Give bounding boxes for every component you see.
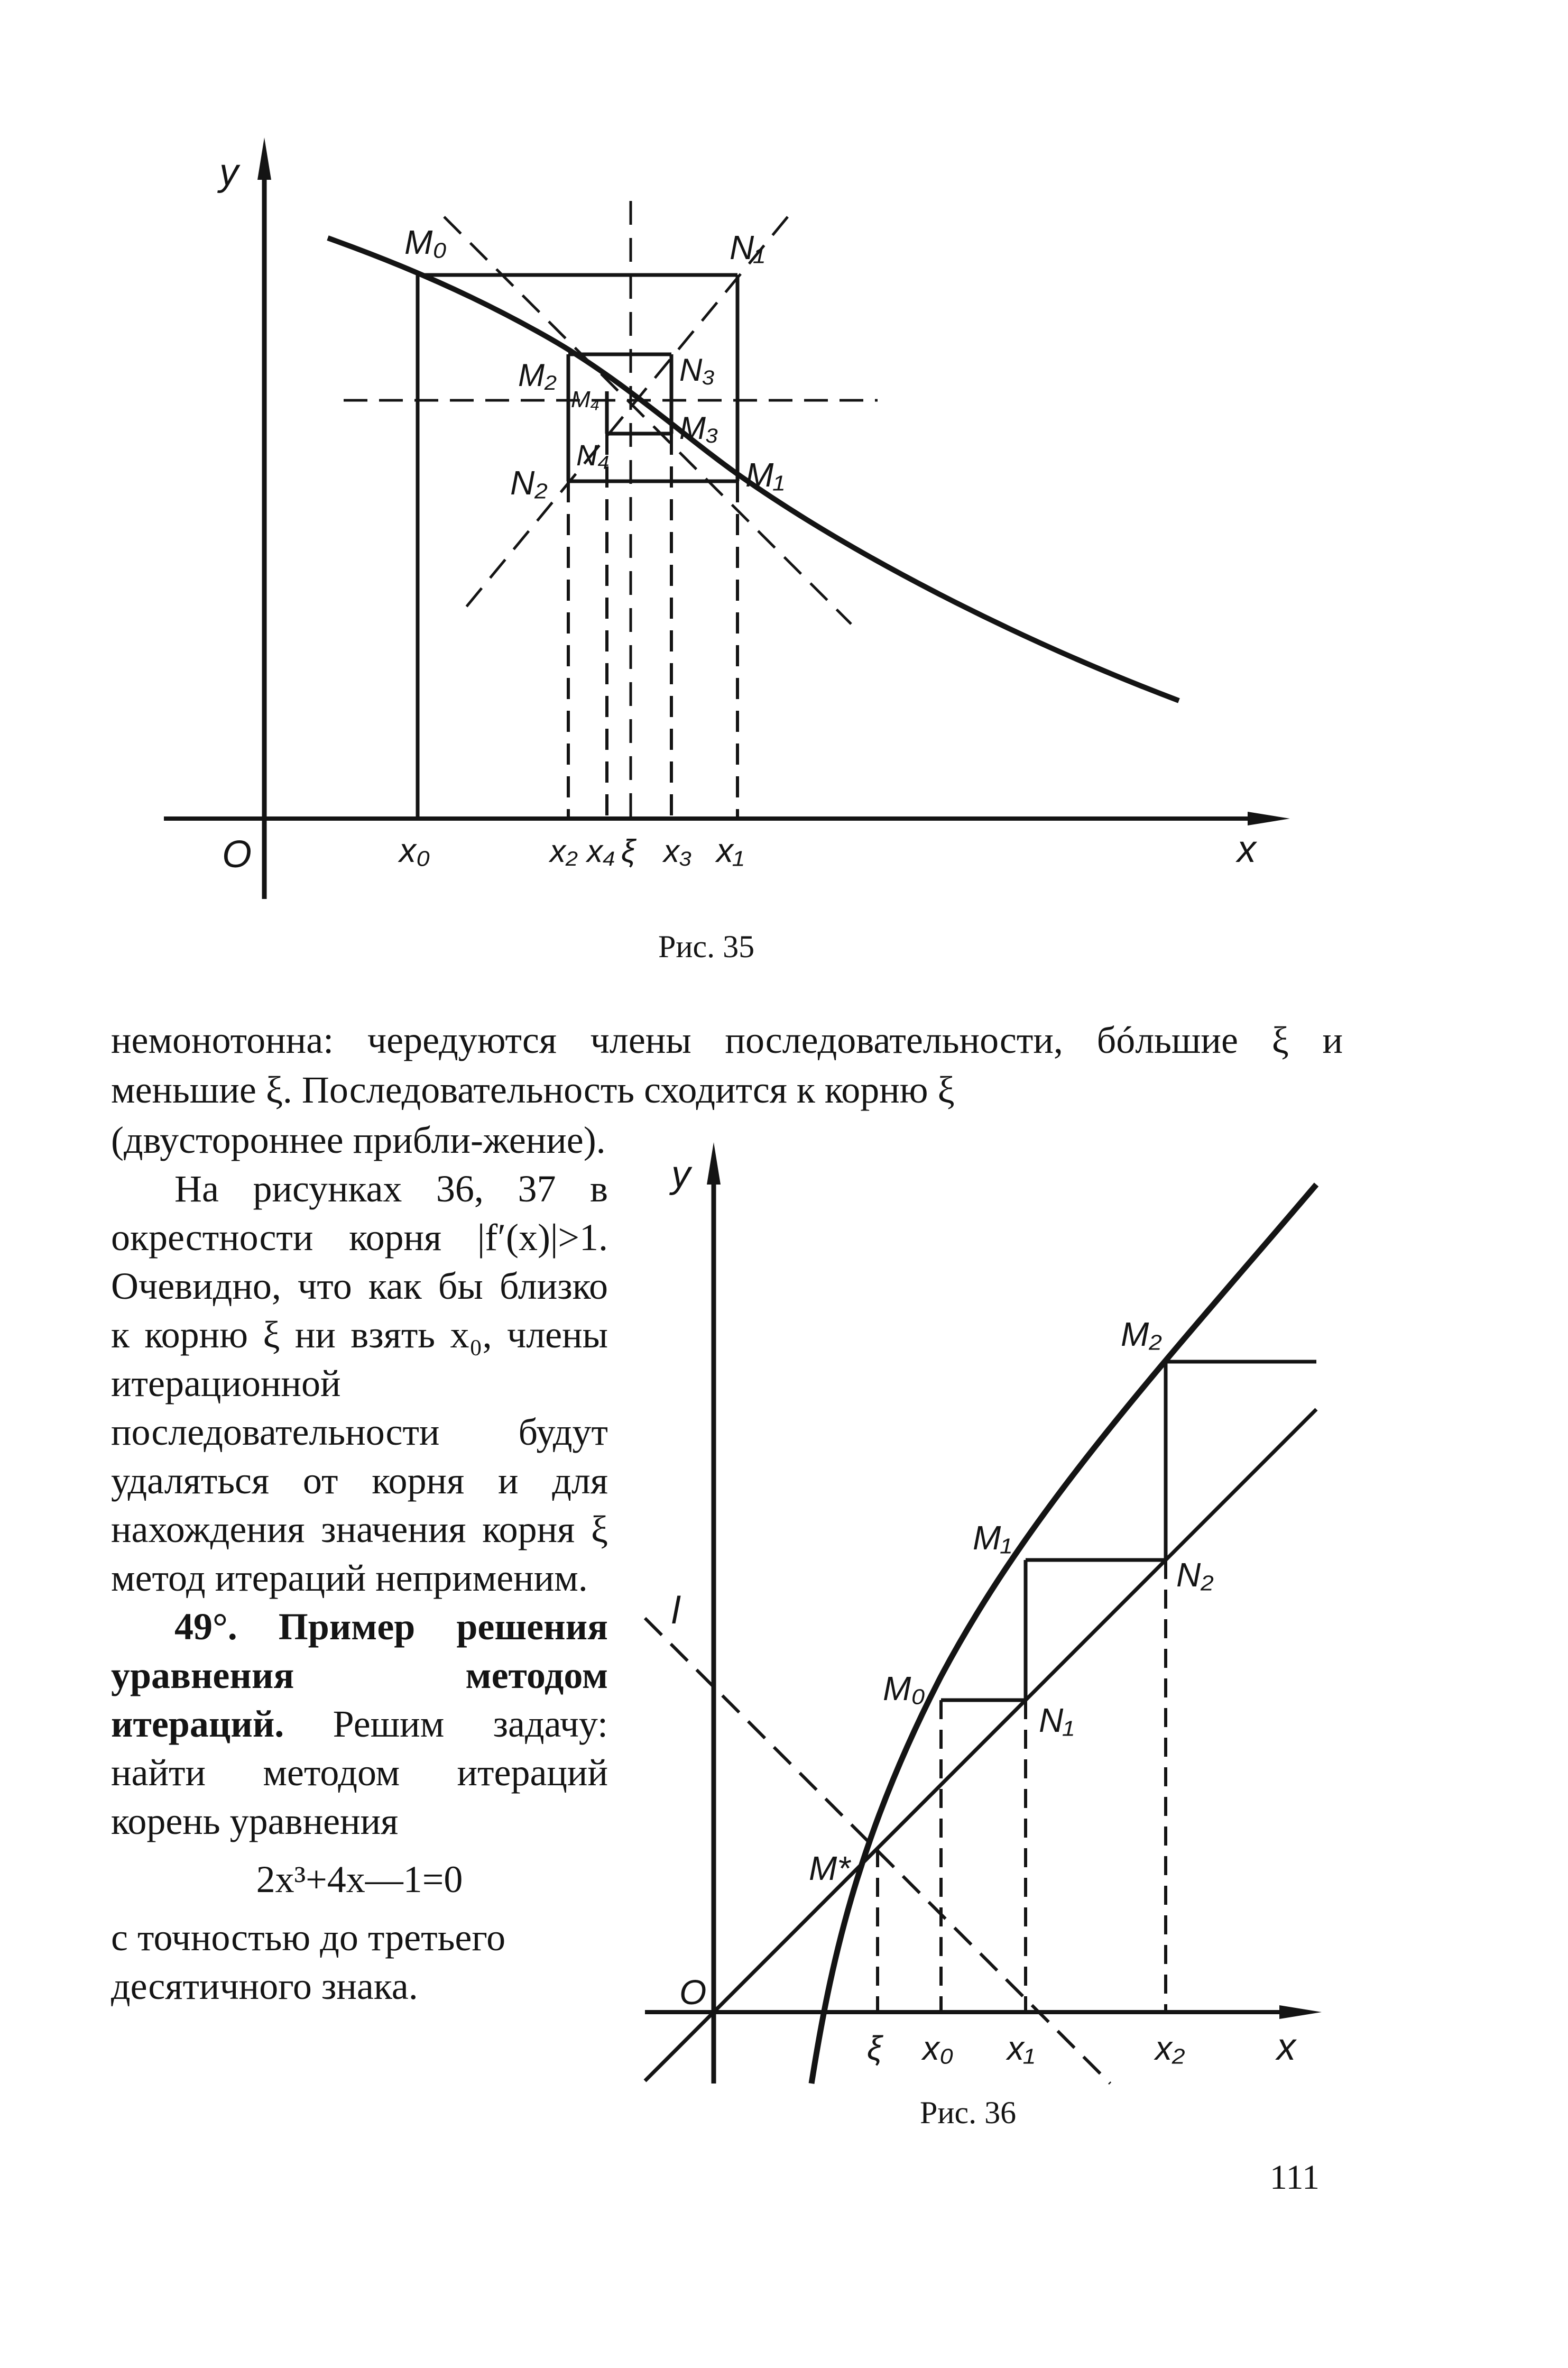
section-text: Решим задачу: найти методом итераций корень уравнения (111, 1703, 608, 1842)
fig36-label-M0: M₀ (883, 1669, 926, 1708)
fig35-label-M0: M₀ (404, 223, 447, 261)
section-paragraph (111, 1602, 608, 1846)
fig35-label-origin: O (222, 833, 252, 876)
fig35-label-x0: x₀ (399, 831, 430, 869)
paragraph-1-text: немонотонна: чередуются члены последовательности, бóльшие ξ и меньшие ξ. Последовательность сходится к корню ξ (111, 1019, 1343, 1111)
fig36-label-M1: M₁ (973, 1519, 1012, 1557)
fig35-label-xi: ξ (621, 833, 635, 869)
fig36-curve (811, 1185, 1316, 2084)
paragraph-1 (111, 1015, 1343, 1115)
fig35-label-M1: M₁ (745, 456, 785, 494)
fig35-dashed-line-1 (444, 217, 851, 624)
fig36-label-x1: x₁ (1007, 2029, 1035, 2067)
left-column (111, 1116, 608, 2011)
fig36-label-Mstar: M* (809, 1849, 851, 1887)
paragraph-2: На рисунках 36, 37 в окрестности корня |f′(x)|>1. Очевидно, что как бы близко к корню ξ ни взять x₀, члены итерационной последовательности будут удаляться от корня и для нахождения значения корня ξ метод итераций неприменим. (111, 1168, 608, 1599)
fig36-line-l (645, 1618, 1110, 2084)
fig35-label-x: x (1237, 828, 1256, 870)
page-number: 111 (1269, 2158, 1320, 2197)
figure-35-caption: Рис. 35 (658, 929, 755, 964)
paragraph-4: с точностью до третьего десятичного знака. (111, 1916, 506, 2007)
fig36-label-N2: N₂ (1176, 1556, 1214, 1594)
fig35-label-M4: M₄ (571, 387, 600, 412)
section-heading: 49°. Пример решения уравнения методом итераций. (111, 1605, 608, 1745)
fig35-label-y: y (219, 151, 238, 194)
fig36-label-origin: O (679, 1972, 707, 2012)
fig36-x-arrow (1279, 2005, 1322, 2019)
fig36-label-x0: x₀ (923, 2029, 954, 2067)
fig36-bisector (645, 1409, 1316, 2081)
fig36-label-N1: N₁ (1039, 1701, 1074, 1739)
fig35-label-x2: x₂ (550, 833, 578, 869)
paragraph-1-continued: (двустороннее прибли-жение). (111, 1119, 606, 1161)
fig35-label-x3: x₃ (663, 833, 692, 869)
fig36-label-M2: M₂ (1121, 1315, 1162, 1353)
fig35-label-N1: N₁ (730, 228, 765, 267)
fig35-label-M2: M₂ (518, 357, 557, 393)
fig35-y-arrow (257, 137, 271, 180)
fig35-label-x1: x₁ (716, 831, 744, 869)
fig36-label-xi: ξ (867, 2029, 882, 2067)
equation: 2x³+4x—1=0 (256, 1858, 463, 1901)
figure-35 (0, 0, 1568, 952)
fig35-x-arrow (1248, 812, 1290, 825)
fig35-label-x4: x₄ (587, 833, 616, 869)
fig35-label-N3: N₃ (679, 352, 715, 388)
fig36-label-x: x (1277, 2026, 1296, 2068)
fig35-label-N2: N₂ (510, 464, 548, 502)
fig35-label-M3: M₃ (679, 410, 718, 446)
fig35-label-N4: N₄ (576, 438, 610, 472)
fig36-y-arrow (707, 1142, 721, 1185)
fig36-label-x2: x₂ (1155, 2029, 1185, 2067)
figure-36-caption: Рис. 36 (920, 2095, 1017, 2130)
fig36-label-y: y (671, 1153, 690, 1196)
fig36-label-l: l (671, 1590, 680, 1632)
